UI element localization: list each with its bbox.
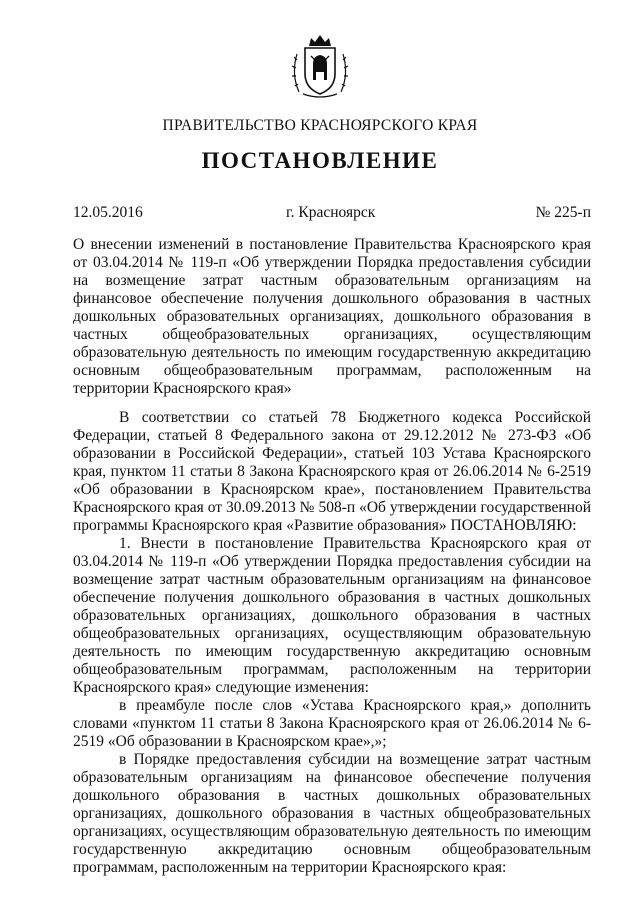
document-number: № 225-п <box>535 204 591 221</box>
body-paragraph: 1. Внести в постановление Правительства Красноярского края от 03.04.2014 № 119-п «Об утверждении Порядка предоставления субсидии на возмещение затрат частным образовательным организациям на финансовое обеспечение получения дошкольного образования в частных дошкольных образовательных организациях, дошкольного образования в частных общеобразовательных организациях, осуществляющим образовательную деятельность по имеющим государственную аккредитацию основным общеобразовательным программам, расположенным на территории Красноярского края» следующие изменения: <box>73 535 591 696</box>
document-date: 12.05.2016 <box>73 204 143 221</box>
body-paragraph: в преамбуле после слов «Устава Красноярского края,» дополнить словами «пунктом 11 статьи 8 Закона Красноярского края от 26.06.2014 № 6-2519 «Об образовании в Красноярском крае»,»; <box>73 697 591 750</box>
document-subject: О внесении изменений в постановление Правительства Красноярского края от 03.04.2014 № 119-п «Об утверждении Порядка предоставления субсидии на возмещение затрат частным образовательным организациям на финансовое обеспечение получения дошкольного образования в частных дошкольных образовательных организациях, дошкольного образования в частных общеобразовательных организациях, осуществляющим образовательную деятельность по имеющим государственную аккредитацию основным общеобразовательным программам, расположенным на территории Красноярского края» <box>73 236 591 397</box>
body-paragraph: в Порядке предоставления субсидии на возмещение затрат частным образовательным организациям на финансовое обеспечение получения дошкольного образования в частных дошкольных образовательных организациях, дошкольного образования в частных общеобразовательных организациях, осуществляющим образовательную деятельность по имеющим государственную аккредитацию основным общеобразовательным программам, расположенным на территории Красноярского края: <box>73 751 591 876</box>
document-title: ПОСТАНОВЛЕНИЕ <box>201 148 439 173</box>
government-name: ПРАВИТЕЛЬСТВО КРАСНОЯРСКОГО КРАЯ <box>162 117 478 134</box>
krasnoyarsk-krai-coat-of-arms-icon <box>289 30 351 100</box>
document-meta <box>73 204 591 226</box>
document-city: г. Красноярск <box>286 204 376 221</box>
body-paragraph: В соответствии со статьей 78 Бюджетного кодекса Российской Федерации, статьей 8 Федерального закона от 29.12.2012 № 273-ФЗ «Об образовании в Российской Федерации», статьей 103 Устава Красноярского края, пунктом 11 статьи 8 Закона Красноярского края от 26.06.2014 № 6-2519 «Об образовании в Красноярском крае», постановлением Правительства Красноярского края от 30.09.2013 № 508-п «Об утверждении государственной программы Красноярского края «Развитие образования» ПОСТАНОВЛЯЮ: <box>73 409 591 534</box>
document-body <box>73 409 591 877</box>
